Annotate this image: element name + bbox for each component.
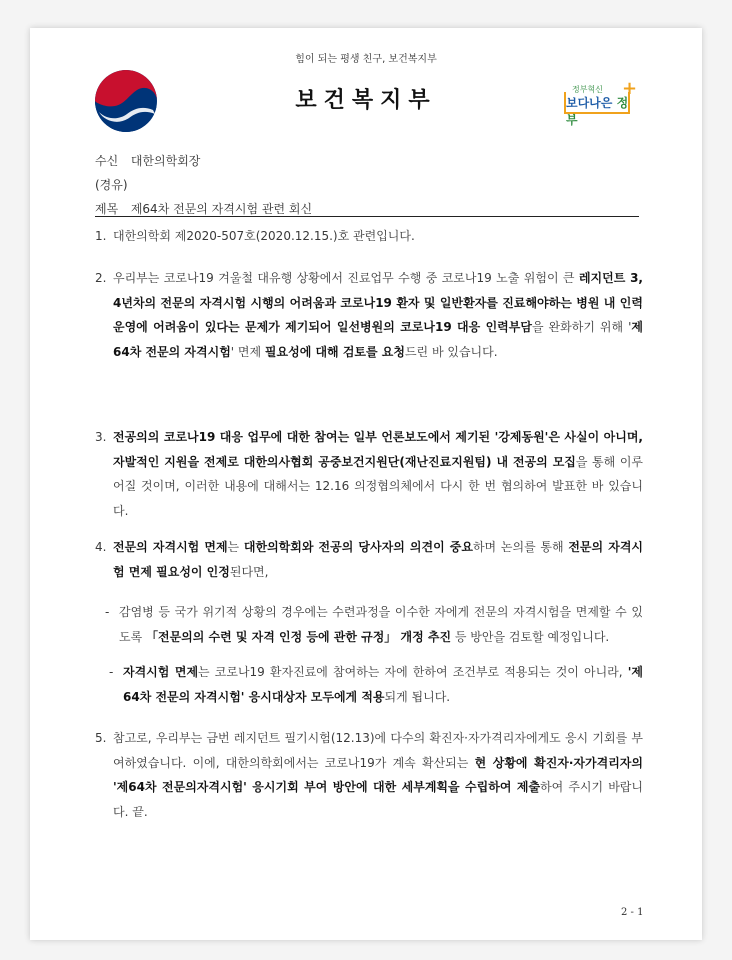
slogan: 힘이 되는 평생 친구, 보건복지부 — [295, 54, 437, 65]
badge-big-text — [566, 94, 638, 128]
item-1-number: 1. — [95, 229, 107, 243]
sub-item-2-part-a: 자격시험 면제 — [123, 665, 199, 679]
item-2-part-g: 드린 바 있습니다. — [404, 344, 498, 359]
sub-item-2-text — [123, 660, 643, 709]
badge-big-text-2: 정부 — [566, 96, 629, 127]
sub-item-2-part-c: '제64차 전문의 자격시험' 응시대상자 모두에게 적용 — [123, 665, 643, 704]
item-4-text — [113, 535, 643, 584]
plus-icon: + — [622, 78, 638, 99]
item-3-part-a: 전공의의 코로나19 대응 업무에 대한 참여는 일부 언론보도에서 제기된 '강제동원'은 사실이 아니며, 자발적인 지원을 전제로 대한의사협회 공중보건지원단(재난진료지원팀) 내 전공의 모집 — [113, 430, 643, 469]
subject-divider — [95, 216, 639, 217]
item-4-part-e: 전문의 자격시험 면제 필요성이 인정 — [113, 540, 644, 579]
sub-item-1-part-b: 「전문의의 수련 및 자격 인정 등에 관한 규정」 개정 추진 — [146, 629, 452, 644]
item-5-part-c: 하여 주시기 바랍니다. 끝. — [113, 780, 643, 819]
item-5-number: 5. — [95, 731, 107, 745]
document-page — [30, 28, 702, 940]
sub-item-1-part-c: 등 방안을 검토할 예정입니다. — [451, 629, 610, 644]
item-4-part-d: 하며 논의를 통해 — [472, 540, 569, 554]
item-2-part-e: ' 면제 — [230, 344, 265, 359]
recipient-label: 수신 — [95, 154, 119, 168]
item-2-text — [113, 266, 643, 364]
item-2-part-b: 레지던트 3, 4년차의 전문의 자격시험 시행의 어려움과 코로나19 환자 및 일반환자를 진료해야하는 병원 내 인력 운영에 어려움이 있다는 문제가 제기되어 일선병원의 코로나19 대응 인력부담 — [113, 271, 643, 335]
subject-value: 제64차 전문의 자격시험 관련 회신 — [130, 202, 313, 216]
item-4-part-c: 대한의학회와 전공의 당사자의 의견이 중요 — [243, 540, 473, 554]
item-3-part-b: 을 통해 이루어질 것이며, 이러한 내용에 대해서는 12.16 의정협의체에서 다시 한 번 협의하여 발표한 바 있습니다. — [113, 454, 644, 518]
sub-item-1-part-a: 감염병 등 국가 위기적 상황의 경우에는 수련과정을 이수한 자에게 전문의 자격시험을 면제할 수 있도록 — [119, 605, 643, 644]
item-5-part-a: 참고로, 우리부는 금번 레지던트 필기시험(12.13)에 다수의 확진자·자가격리자에게도 응시 기회를 부여하였습니다. 이에, 대한의학회에서는 코로나19가 계속 확산되는 — [113, 731, 643, 770]
item-4-part-f: 된다면, — [229, 564, 269, 579]
sub-item-1-text — [119, 600, 643, 649]
item-2-part-c: 을 완화하기 위해 ' — [531, 320, 632, 335]
item-2-part-d: 제64차 전문의 자격시험 — [113, 320, 643, 359]
item-1-text: 대한의학회 제2020-507호(2020.12.15.)호 관련입니다. — [113, 229, 415, 243]
sub-item-2-part-b: 는 코로나19 환자진료에 참여하는 자에 한하여 조건부로 적용되는 것이 아니라, — [198, 665, 628, 679]
item-5-text — [113, 726, 643, 824]
badge-small-text: 정부혁신 — [572, 85, 603, 94]
item-4-number: 4. — [95, 540, 107, 554]
recipient-value: 대한의학회장 — [130, 154, 201, 168]
item-2-number: 2. — [95, 271, 107, 285]
page-number: 2 - 1 — [621, 907, 644, 918]
item-3-number: 3. — [95, 430, 107, 444]
sub-item-2-part-d: 되게 됩니다. — [384, 689, 451, 704]
item-4-part-a: 전문의 자격시험 면제 — [113, 540, 228, 554]
item-4-part-b: 는 — [227, 540, 244, 554]
subject-line — [95, 200, 312, 217]
sub-item-2-dash: - — [109, 665, 114, 679]
item-2-part-f: 필요성에 대해 검토를 요청 — [264, 344, 405, 359]
recipient-line — [95, 152, 200, 169]
via-line: (경유) — [95, 178, 128, 192]
sub-item-1-dash: - — [105, 605, 110, 619]
badge-big-text-1: 보다나은 — [566, 96, 613, 110]
item-2-part-a: 우리부는 코로나19 겨울철 대유행 상황에서 진료업무 수행 중 코로나19 노출 위험이 큰 — [113, 271, 579, 285]
subject-label: 제목 — [95, 202, 119, 216]
government-innovation-badge — [564, 78, 638, 127]
item-3-text — [113, 425, 643, 523]
ministry-title: 보건복지부 — [295, 88, 437, 113]
item-5-part-b: 현 상황에 확진자·자가격리자의 '제64차 전문의자격시험' 응시기회 부여 방안에 대한 세부계획을 수립하여 제출 — [113, 755, 643, 795]
